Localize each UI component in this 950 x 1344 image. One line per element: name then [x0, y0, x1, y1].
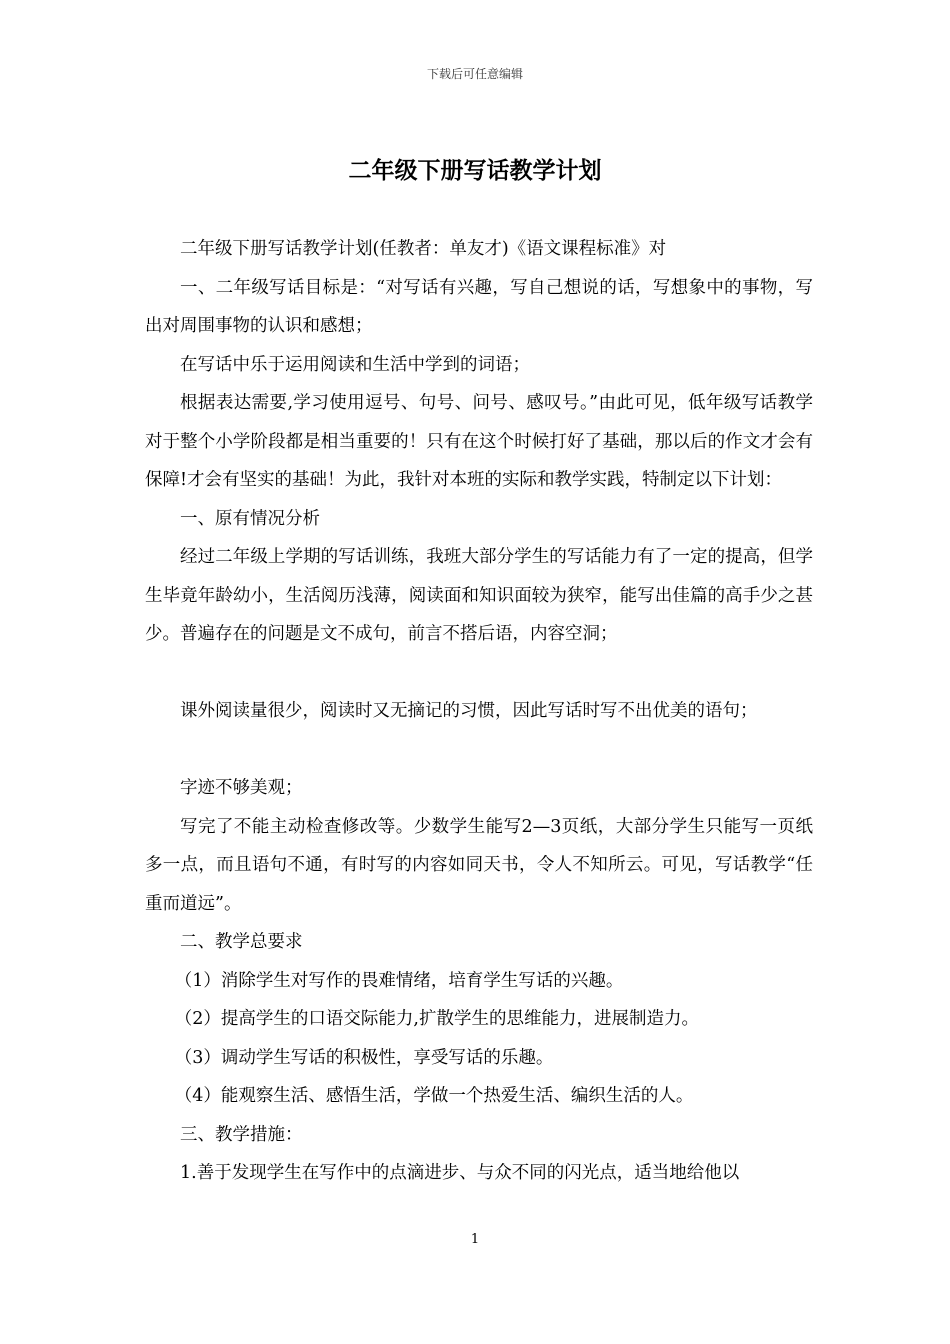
requirement-item-2: （2）提高学生的口语交际能力,扩散学生的思维能力，进展制造力。	[174, 1009, 699, 1029]
section-heading-analysis: 一、原有情况分析	[180, 508, 320, 529]
paragraph-handwriting: 字迹不够美观；	[180, 778, 303, 798]
paragraph-goal-words: 在写话中乐于运用阅读和生活中学到的词语；	[180, 354, 530, 375]
document-title: 二年级下册写话教学计划	[348, 157, 602, 184]
paragraph-reading: 课外阅读量很少，阅读时又无摘记的习惯，因此写话时写不出优美的语句；	[180, 701, 758, 721]
requirement-item-3: （3）调动学生写话的积极性，享受写话的乐趣。	[174, 1047, 554, 1068]
requirement-item-1: （1）消除学生对写作的畏难情绪，培育学生写话的兴趣。	[174, 970, 624, 991]
paragraph-intro: 二年级下册写话教学计划(任教者：单友才)《语文课程标准》对	[180, 239, 667, 259]
requirement-item-4: （4）能观察生活、感悟生活，学做一个热爱生活、编织生活的人。	[174, 1086, 694, 1106]
document-body	[145, 230, 813, 1193]
paragraph-goal-punctuation: 根据表达需要,学习使用逗号、句号、问号、感叹号。”由此可见，低年级写话教学对于整个小学阶段都是相当重要的！只有在这个时候打好了基础，那以后的作文才会有保障!才会有坚实的基础！为此，我针对本班的实际和教学实践，特制定以下计划：	[145, 393, 813, 490]
section-heading-measures: 三、教学措施：	[180, 1124, 303, 1145]
paragraph-analysis: 经过二年级上学期的写话训练，我班大部分学生的写话能力有了一定的提高，但学生毕竟年龄幼小，生活阅历浅薄，阅读面和知识面较为狭窄，能写出佳篇的高手少之甚少。普遍存在的问题是文不成句，前言不搭后语，内容空洞；	[145, 547, 813, 644]
paragraph-goals: 一、二年级写话目标是：“对写话有兴趣，写自己想说的话，写想象中的事物，写出对周围事物的认识和感想；	[145, 277, 813, 336]
page-header: 下载后可任意编辑	[426, 67, 523, 81]
section-heading-requirements: 二、教学总要求	[180, 932, 303, 952]
measure-item-1: 1.善于发现学生在写作中的点滴进步、与众不同的闪光点，适当地给他以	[180, 1163, 740, 1183]
paragraph-revision: 写完了不能主动检查修改等。少数学生能写2—3页纸，大部分学生只能写一页纸多一点，而且语句不通，有时写的内容如同天书，令人不知所云。可见，写话教学“任重而道远”。	[145, 816, 813, 914]
page-number: 1	[470, 1232, 480, 1247]
